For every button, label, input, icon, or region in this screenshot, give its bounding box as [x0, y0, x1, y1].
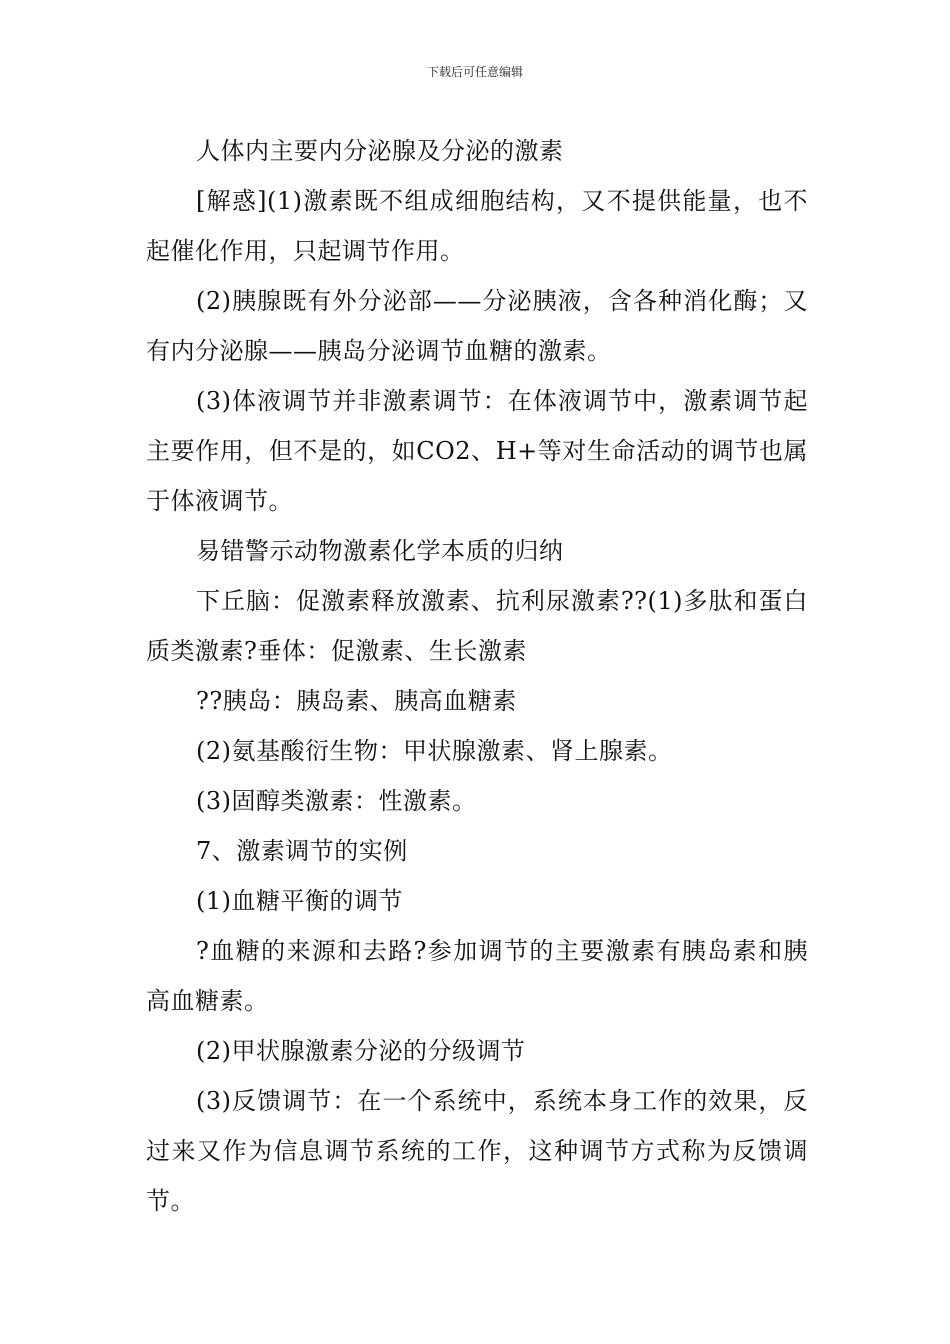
paragraph-feedback-regulation: (3)反馈调节：在一个系统中，系统本身工作的效果，反过来又作为信息调节系统的工作，这种调节方式称为反馈调节。 [146, 1087, 808, 1215]
paragraph-explanation-1: [解惑](1)激素既不组成细胞结构，又不提供能量，也不起催化作用，只起调节作用。 [146, 187, 808, 265]
paragraph-blood-sugar-detail: ?血糖的来源和去路?参加调节的主要激素有胰岛素和胰高血糖素。 [146, 937, 808, 1015]
paragraph-heading-warning: 易错警示动物激素化学本质的归纳 [196, 537, 564, 565]
header-note: 下载后可任意编辑 [426, 65, 523, 79]
paragraph-steroid-hormones: (3)固醇类激素：性激素。 [196, 787, 477, 815]
paragraph-blood-sugar-heading: (1)血糖平衡的调节 [196, 887, 403, 915]
paragraph-amino-acid-derivatives: (2)氨基酸衍生物：甲状腺激素、肾上腺素。 [196, 737, 673, 765]
paragraph-heading-endocrine-glands: 人体内主要内分泌腺及分泌的激素 [196, 137, 564, 165]
paragraph-thyroid-regulation: (2)甲状腺激素分泌的分级调节 [196, 1037, 526, 1065]
paragraph-explanation-3: (3)体液调节并非激素调节：在体液调节中，激素调节起主要作用，但不是的，如CO2、H+等对生命活动的调节也属于体液调节。 [146, 387, 808, 515]
paragraph-peptide-hormones: 下丘脑：促激素释放激素、抗利尿激素??(1)多肽和蛋白质类激素?垂体：促激素、生长激素 [146, 587, 808, 665]
paragraph-explanation-2: (2)胰腺既有外分泌部——分泌胰液，含各种消化酶；又有内分泌腺——胰岛分泌调节血糖的激素。 [146, 287, 808, 365]
paragraph-heading-examples: 7、激素调节的实例 [196, 837, 408, 865]
document-body [146, 126, 808, 1226]
paragraph-pancreatic-islets: ??胰岛：胰岛素、胰高血糖素 [196, 687, 517, 715]
